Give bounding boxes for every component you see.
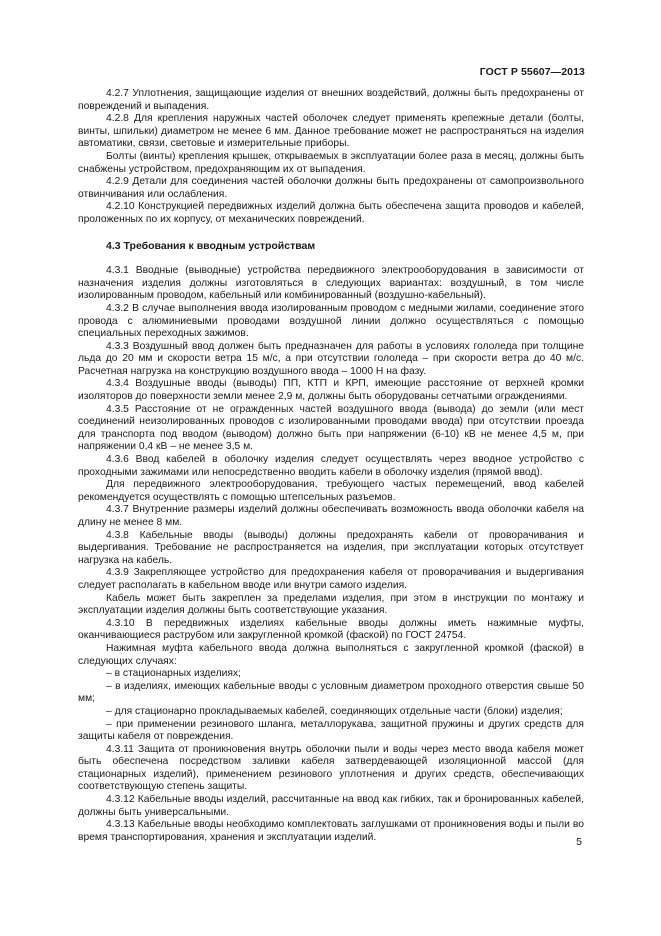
paragraph-4-2-10: 4.2.10 Конструкцией передвижных изделий должна быть обеспечена защита проводов и кабелей, проложенных по их корпусу, от механических повреждений. (78, 201, 584, 225)
paragraph-4-3-13: 4.3.13 Кабельные вводы необходимо комплектовать заглушками от проникновения воды и пыли во время транспортирования, хранения и эксплуатации изделий. (78, 819, 584, 843)
paragraph-4-3-5: 4.3.5 Расстояние от не огражденных частей воздушного ввода (вывода) до земли (или мест соединений неизолированных проводов с изолированными проводами ввода) при отсутствии проезда для транспорта под вводом (выводом) должно быть при напряжении (6-10) кВ не менее 4,5 м, при напряжении 0,4 кВ – не менее 3,5 м. (78, 403, 584, 453)
paragraph-4-3-9-cable: Кабель может быть закреплен за пределами изделия, при этом в инструкции по монтажу и эксплуатации изделия должны быть соответствующие указания. (78, 592, 584, 617)
document-body (78, 88, 584, 844)
paragraph-4-3-8: 4.3.8 Кабельные вводы (выводы) должны предохранять кабели от проворачивания и выдергивания. Требование не распространяется на изделия, при эксплуатации которых отсутствует нагрузка на кабель. (78, 529, 584, 566)
paragraph-4-3-4: 4.3.4 Воздушные вводы (выводы) ПП, КТП и КРП, имеющие расстояние от верхней кромки изоляторов до поверхности земли менее 2,9 м, должны быть оборудованы сетчатыми ограждениями. (78, 378, 584, 403)
paragraph-4-3-11: 4.3.11 Защита от проникновения внутрь оболочки пыли и воды через место ввода кабеля может быть обеспечена посредством заливки кабеля затвердевающей изоляционной массой (для стационарных изделий), применением резинового уплотнения и других средств, обеспечивающих соответствующую степень защиты. (78, 743, 584, 793)
paragraph-4-2-9: 4.2.9 Детали для соединения частей оболочки должны быть предохранены от самопроизвольного отвинчивания или ослабления. (78, 176, 584, 200)
page-number: 5 (576, 836, 582, 848)
paragraph-4-3-7: 4.3.7 Внутренние размеры изделий должны обеспечивать возможность ввода оболочки кабеля на длину не менее 8 мм. (78, 504, 584, 528)
paragraph-4-3-2: 4.3.2 В случае выполнения ввода изолированным проводом с медными жилами, соединение этого провода с алюминиевыми проводами воздушной линии должно осуществляться с помощью специальных переходных зажимов. (78, 302, 584, 340)
paragraph-4-3-12: 4.3.12 Кабельные вводы изделий, рассчитанные на ввод как гибких, так и бронированных кабелей, должны быть универсальными. (78, 794, 584, 818)
paragraph-4-3-9: 4.3.9 Закрепляющее устройство для предохранения кабеля от проворачивания и выдергивания следует располагать в кабельном вводе или внутри самого изделия. (78, 567, 584, 591)
section-title-4-3: 4.3 Требования к вводным устройствам (106, 239, 316, 252)
document-header: ГОСТ Р 55607—2013 (479, 66, 585, 78)
paragraph-4-3-10-sleeve: Нажимная муфта кабельного ввода должна выполняться с закругленной кромкой (фаской) в следующих случаях: (78, 642, 584, 667)
paragraph-4-3-3: 4.3.3 Воздушный ввод должен быть предназначен для работы в условиях гололеда при толщине льда до 20 мм и скорости ветра 15 м/с, а при отсутствии гололеда – при скорости ветра до 40 м/с. Расчетная нагрузка на конструкцию воздушного ввода – 1000 Н на фазу. (78, 340, 584, 377)
list-item: – при применении резинового шланга, металлорукава, защитной пружины и других средств для защиты кабеля от повреждения. (78, 718, 584, 743)
paragraph-4-2-7: 4.2.7 Уплотнения, защищающие изделия от внешних воздействий, должны быть предохранены от повреждений и выпадения. (78, 88, 584, 112)
paragraph-4-3-1: 4.3.1 Вводные (выводные) устройства передвижного электрооборудования в зависимости от назначения изделия должны изготовляться в следующих вариантах: воздушный, в том числе изолированным проводом, кабельный или комбинированный (воздушно-кабельный). (78, 265, 584, 302)
list-item: – в изделиях, имеющих кабельные вводы с условным диаметром проходного отверстия свыше 50 мм; (78, 680, 584, 705)
paragraph-4-3-6: 4.3.6 Ввод кабелей в оболочку изделия следует осуществлять через вводное устройство с проходными зажимами или непосредственно вводить кабели в оболочку изделия (прямой ввод). (78, 454, 584, 478)
paragraph-4-2-8-bolts: Болты (винты) крепления крышек, открываемых в эксплуатации более раза в месяц, должны быть снабжены устройством, предохраняющим их от выпадения. (78, 150, 584, 175)
paragraph-4-2-8: 4.2.8 Для крепления наружных частей оболочек следует применять крепежные детали (болты, винты, шпильки) диаметром не менее 6 мм. Данное требование может не распространяться на изделия автоматики, связи, световые и измерительные приборы. (78, 113, 584, 150)
paragraph-4-3-10: 4.3.10 В передвижных изделиях кабельные вводы должны иметь нажимные муфты, оканчивающиеся раструбом или закругленной кромкой (фаской) по ГОСТ 24754. (78, 617, 584, 642)
list-item: – в стационарных изделиях; (106, 668, 241, 680)
list-item: – для стационарно прокладываемых кабелей, соединяющих отдельные части (блоки) изделия; (106, 705, 563, 717)
paragraph-4-3-6-mobile: Для передвижного электрооборудования, требующего частых перемещений, ввод кабелей рекомендуется осуществлять с помощью штепсельных разъемов. (78, 479, 584, 503)
